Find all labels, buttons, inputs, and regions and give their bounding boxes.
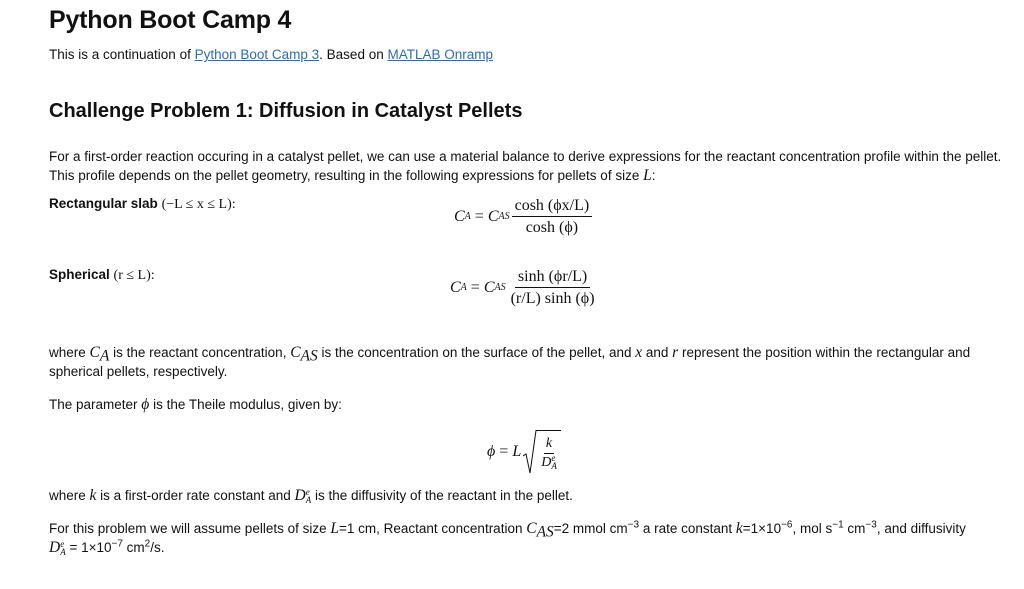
sphere-label-text: Spherical bbox=[49, 267, 110, 282]
last-D-sub: A bbox=[60, 547, 66, 558]
where-paragraph-2 bbox=[49, 486, 1009, 505]
last-f-sup: −6 bbox=[781, 519, 793, 531]
param-b: is the Theile modulus, given by: bbox=[149, 397, 342, 412]
where-paragraph-1 bbox=[49, 343, 1009, 381]
last-f: =1×10 bbox=[742, 521, 782, 536]
phi-den-sub: A bbox=[551, 461, 557, 472]
var-r: r bbox=[672, 344, 679, 361]
last-h: cm bbox=[843, 521, 866, 536]
slab-denominator: cosh (ϕ) bbox=[525, 219, 579, 236]
sphere-denominator: (r/L) sinh (ϕ) bbox=[510, 290, 595, 307]
where1-e: represent the position within the rectangular and spherical pellets, respectively. bbox=[49, 345, 971, 379]
assumption-paragraph bbox=[49, 519, 1014, 557]
python-boot-camp-3-link[interactable]: Python Boot Camp 3 bbox=[194, 47, 320, 62]
last-h-sup: −3 bbox=[865, 519, 877, 531]
intro-line bbox=[49, 47, 1024, 63]
slab-equation: C A = C AS $\frac{\cosh (\phi x/L)}{\cosh (\phi)}$ bbox=[454, 196, 592, 237]
slab-range: (−L ≤ x ≤ L): bbox=[161, 197, 236, 212]
sphere-range: (r ≤ L): bbox=[113, 268, 155, 283]
last-k: k bbox=[735, 520, 743, 537]
sqrt-radicand bbox=[537, 430, 561, 474]
where1-c: is the concentration on the surface of the pellet, and bbox=[317, 345, 636, 360]
last-D: D bbox=[49, 539, 61, 556]
last-C-sub: AS bbox=[536, 523, 554, 541]
intro-paragraph-text: For a first-order reaction occuring in a catalyst pellet, we can use a material balance to derive expressions for the reactant concentration profile within the pellet. This profile depends on the pellet geometry, resulting in the following expressions for pellets of size bbox=[49, 149, 1002, 183]
phi-lhs: ϕ bbox=[487, 443, 496, 460]
last-e: a rate constant bbox=[639, 521, 736, 536]
section-title: Challenge Problem 1: Diffusion in Catalyst Pellets bbox=[49, 100, 523, 122]
var-phi: ϕ bbox=[141, 396, 150, 413]
where2-c: is the diffusivity of the reactant in the pellet. bbox=[311, 488, 573, 503]
last-L: L bbox=[330, 520, 339, 537]
sphere-label bbox=[49, 265, 155, 285]
var-CAS: C bbox=[290, 344, 301, 361]
last-d: =2 mmol cm bbox=[553, 521, 628, 536]
intro-paragraph-end: : bbox=[651, 168, 656, 183]
phi-den-D: D bbox=[541, 454, 552, 470]
intro-paragraph bbox=[49, 147, 1009, 185]
phi-fraction bbox=[539, 435, 559, 472]
last-j-sup: −7 bbox=[111, 538, 123, 550]
phi-numerator: k bbox=[544, 435, 554, 454]
sphere-equation: C A = C AS $\frac{\sinh (\phi r/L)}{(r/L) \sinh (\phi)}$ bbox=[450, 267, 598, 308]
slab-equation-row bbox=[49, 194, 1024, 258]
sqrt-symbol bbox=[523, 430, 561, 474]
last-j: = 1×10 bbox=[65, 540, 112, 555]
phi-den-sup: e bbox=[551, 453, 556, 464]
var-D-sup: e bbox=[305, 487, 310, 498]
sphere-fraction bbox=[508, 267, 598, 308]
matlab-onramp-link[interactable]: MATLAB Onramp bbox=[387, 47, 494, 62]
where2-a: where bbox=[49, 488, 90, 503]
var-x: x bbox=[635, 344, 643, 361]
radical-sign-icon bbox=[523, 430, 537, 474]
intro-prefix: This is a continuation of bbox=[49, 47, 195, 62]
var-CAS-sub: AS bbox=[300, 347, 318, 365]
slab-label-text: Rectangular slab bbox=[49, 196, 158, 211]
where1-d: and bbox=[642, 345, 673, 360]
slab-label bbox=[49, 194, 236, 214]
var-D-sub: A bbox=[305, 495, 312, 506]
last-D-sup: e bbox=[60, 539, 65, 550]
var-L: L bbox=[643, 167, 652, 184]
page-title: Python Boot Camp 4 bbox=[49, 6, 292, 34]
last-i: , and diffusivity bbox=[876, 521, 966, 536]
last-l: /s. bbox=[150, 540, 165, 555]
var-k: k bbox=[89, 487, 97, 504]
last-d-sup: −3 bbox=[627, 519, 640, 531]
slab-lhs: C bbox=[454, 207, 465, 225]
var-D: D bbox=[294, 487, 306, 504]
phi-equals: = bbox=[495, 443, 513, 460]
sphere-numerator: sinh (ϕr/L) bbox=[515, 267, 590, 288]
where1-a: where bbox=[49, 345, 90, 360]
where2-b: is a first-order rate constant and bbox=[96, 488, 295, 503]
var-CA: C bbox=[89, 344, 100, 361]
phi-equation-row bbox=[49, 426, 1024, 484]
phi-L: L bbox=[512, 443, 522, 460]
where1-b: is the reactant concentration, bbox=[109, 345, 291, 360]
parameter-paragraph bbox=[49, 395, 1009, 414]
last-k2: cm bbox=[122, 540, 145, 555]
sphere-lhs: C bbox=[450, 278, 461, 296]
last-g-sup: −1 bbox=[832, 519, 844, 531]
last-g: , mol s bbox=[792, 521, 833, 536]
param-a: The parameter bbox=[49, 397, 142, 412]
phi-denominator bbox=[539, 454, 559, 472]
sphere-equation-row bbox=[49, 265, 1024, 339]
slab-cas: C bbox=[487, 207, 499, 225]
intro-middle: . Based on bbox=[319, 47, 388, 62]
sphere-cas: C bbox=[483, 278, 495, 296]
phi-equation bbox=[487, 430, 561, 474]
var-CA-sub: A bbox=[99, 347, 110, 365]
slab-numerator: cosh (ϕx/L) bbox=[512, 196, 593, 217]
last-a: For this problem we will assume pellets of size bbox=[49, 521, 331, 536]
last-k2-sup: 2 bbox=[144, 538, 151, 550]
slab-fraction bbox=[512, 196, 593, 237]
last-C: C bbox=[526, 520, 537, 537]
sphere-equals: = bbox=[466, 278, 484, 296]
slab-equals: = bbox=[470, 207, 488, 225]
last-b: =1 cm, Reactant concentration bbox=[338, 521, 527, 536]
